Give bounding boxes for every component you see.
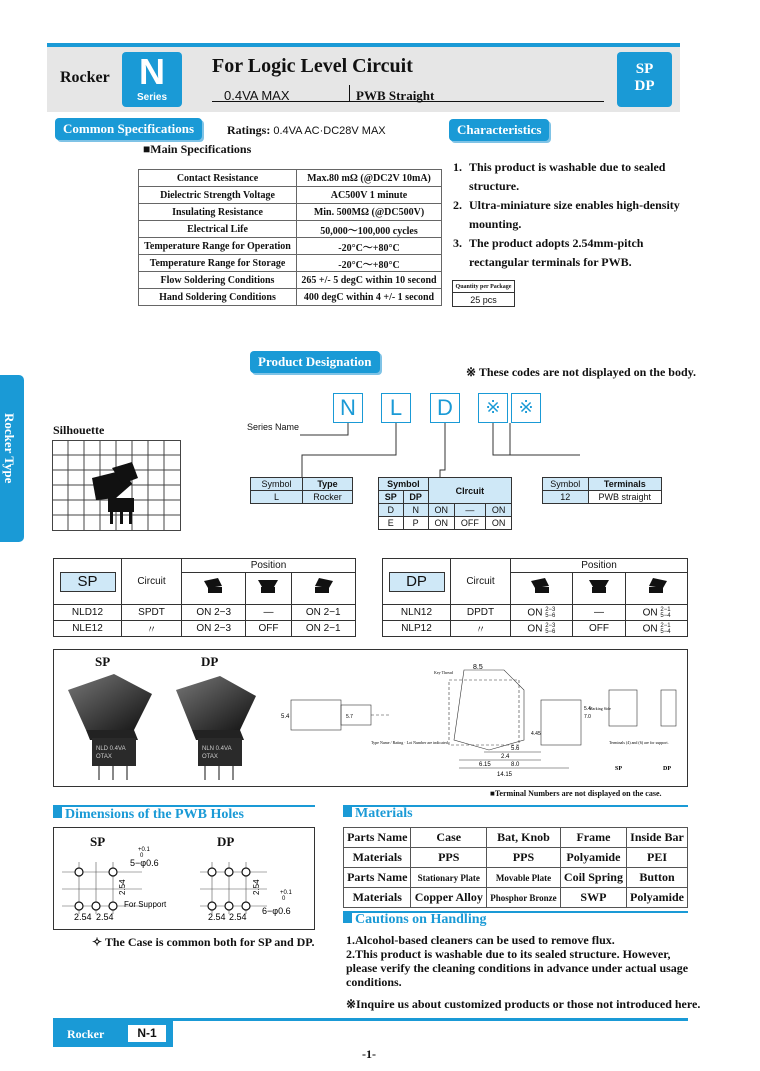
- table-row: NLE12 〃 ON 2−3 OFF ON 2−1: [54, 621, 356, 637]
- svg-text:+0.1: +0.1: [280, 890, 292, 896]
- code-l: L: [381, 393, 411, 423]
- svg-text:2.54: 2.54: [96, 912, 114, 922]
- product-photo-box: [53, 649, 688, 787]
- inquire-note: ※Inquire us about customized products or those not introduced here.: [346, 997, 701, 1011]
- rocker-right-icon: [291, 573, 355, 605]
- marking-side-sp: Marking Side: [589, 706, 611, 711]
- side-tab-label: Rocker Type: [2, 413, 17, 484]
- code-n: N: [333, 393, 363, 423]
- dp-circuit-head: Circuit: [451, 559, 511, 605]
- page-number: -1-: [362, 1047, 376, 1061]
- svg-text:2.54: 2.54: [252, 879, 261, 895]
- footer-tab: [53, 1021, 173, 1047]
- svg-text:5.6: 5.6: [511, 746, 520, 752]
- designation-note: ※ These codes are not displayed on the body.: [466, 365, 696, 379]
- header-spec-line: [212, 85, 604, 102]
- sp-hole-spec: 5−φ0.6: [130, 858, 159, 868]
- photo-sp-label: SP: [95, 654, 111, 669]
- sp-position-head: Position: [182, 559, 356, 573]
- footer-label: Rocker: [67, 1027, 105, 1041]
- svg-text:2.54: 2.54: [74, 912, 92, 922]
- svg-text:0: 0: [140, 853, 144, 859]
- materials-table: [343, 827, 688, 908]
- materials-row: Parts Name Case Bat, Knob Frame Inside Bar: [344, 828, 688, 848]
- table-row: NLN12 DPDT ON 2−3 5−6 — ON 2−1 5−4: [383, 605, 688, 621]
- svg-text:0: 0: [282, 896, 286, 902]
- ratings-label: Ratings:: [227, 123, 271, 137]
- ratings-value: 0.4VA AC·DC28V MAX: [273, 125, 386, 137]
- dp-hole-spec: 6−φ0.6: [262, 906, 291, 916]
- header-mount: PWB Straight: [356, 88, 435, 103]
- drawing-dp-label: DP: [663, 766, 671, 772]
- sp-body-text-1: NLD 0.4VA: [96, 746, 126, 752]
- header-title: For Logic Level Circuit: [212, 55, 413, 77]
- spec-row: Temperature Range for Operation -20°C～+80°C: [139, 238, 442, 255]
- main-specs-label: ■Main Specifications: [143, 142, 252, 156]
- svg-text:2.54: 2.54: [208, 912, 226, 922]
- rocker-left-icon: [182, 573, 246, 605]
- sp-position-table: [53, 558, 356, 637]
- svg-text:+0.1: +0.1: [138, 847, 150, 853]
- characteristic-item: 1. This product is washable due to sealed: [453, 160, 666, 174]
- side-tab: [0, 375, 24, 542]
- rocker-right-icon: [626, 573, 688, 605]
- materials-row: Materials Copper Alloy Phosphor Bronze SWP Polyamide: [344, 888, 688, 908]
- code-d: D: [430, 393, 460, 423]
- dimension-drawings: [279, 660, 679, 782]
- cautions-text: 1.Alcohol-based cleaners can be used to remove flux. 2.This product is washable due to its sealed structure. However, please verify the cleaning conditions in advance under actual usage conditions.: [346, 933, 689, 989]
- dp-body-text-1: NLN 0.4VA: [202, 746, 232, 752]
- spec-row: Electrical Life 50,000～100,000 cycles: [139, 221, 442, 238]
- svg-text:5.7: 5.7: [346, 714, 353, 720]
- terminal-footnote: ■Terminal Numbers are not displayed on the case.: [490, 789, 662, 798]
- cautions-title: Cautions on Handling: [343, 912, 487, 928]
- pole-dp: DP: [634, 78, 655, 94]
- holes-dp-label: DP: [217, 834, 235, 849]
- silhouette-grid: [52, 440, 182, 532]
- qty-label: Quantity per Package: [453, 281, 515, 293]
- characteristic-item: 3. The product adopts 2.54mm-pitch: [453, 236, 644, 250]
- series-word: Series: [136, 92, 168, 103]
- dp-tag: DP: [389, 572, 445, 592]
- qty-box: [452, 280, 515, 307]
- terminals-table: Symbol Terminals 12 PWB straight: [542, 477, 662, 504]
- spec-table: [138, 169, 442, 306]
- materials-title: Materials: [343, 806, 413, 822]
- holes-sp-label: SP: [90, 834, 106, 849]
- qty-value: 25 pcs: [453, 293, 515, 307]
- header-category: Rocker: [60, 69, 110, 86]
- code-terminal-1: ※: [478, 393, 508, 423]
- characteristic-item: 2. Ultra-miniature size enables high-density: [453, 198, 680, 212]
- terminal-support-note: Terminals (4) and (6) are for support.: [609, 740, 669, 745]
- dp-position-head: Position: [511, 559, 688, 573]
- series-name-label: Series Name: [247, 422, 300, 432]
- spec-row: Temperature Range for Storage -20°C～+80°C: [139, 255, 442, 272]
- holes-title: Dimensions of the PWB Holes: [53, 807, 244, 823]
- rocker-center-icon: [246, 573, 291, 605]
- pole-sp: SP: [635, 61, 654, 77]
- characteristics-label: Characteristics: [449, 119, 549, 141]
- series-letter: N: [139, 51, 165, 92]
- svg-text:2.54: 2.54: [229, 912, 247, 922]
- drawing-sp-label: SP: [615, 766, 623, 772]
- footer-page-code: N-1: [128, 1025, 166, 1042]
- table-row: NLD12 SPDT ON 2−3 — ON 2−1: [54, 605, 356, 621]
- svg-text:5.4: 5.4: [281, 714, 290, 720]
- type-table: Symbol Type L Rocker: [250, 477, 353, 504]
- svg-text:14.15: 14.15: [497, 772, 513, 778]
- circuit-table: Symbol CIrcuit SP DP D N ON — ON E P ON OFF ON: [378, 477, 512, 530]
- dp-body-text-2: OTAX: [202, 754, 218, 760]
- spec-row: Contact Resistance Max.80 mΩ (@DC2V 10mA): [139, 170, 442, 187]
- photo-dp-label: DP: [201, 654, 219, 669]
- svg-text:2.4: 2.4: [501, 754, 510, 760]
- spec-row: Dielectric Strength Voltage AC500V 1 minute: [139, 187, 442, 204]
- spec-row: Insulating Resistance Min. 500MΩ (@DC500V): [139, 204, 442, 221]
- svg-text:6.15: 6.15: [479, 762, 491, 768]
- switch-photos: [60, 668, 270, 786]
- svg-text:2.54: 2.54: [118, 879, 127, 895]
- svg-text:4.45: 4.45: [531, 731, 541, 737]
- svg-text:7.0: 7.0: [584, 714, 591, 720]
- spec-row: Hand Soldering Conditions 400 degC within 4 +/- 1 second: [139, 289, 442, 306]
- pole-badge: [617, 52, 672, 107]
- dp-position-table: [382, 558, 688, 637]
- rocker-left-icon: [511, 573, 573, 605]
- materials-row: Materials PPS PPS Polyamide PEI: [344, 848, 688, 868]
- sp-tag: SP: [60, 572, 116, 592]
- designation-label: Product Designation: [250, 351, 380, 373]
- spec-row: Flow Soldering Conditions 265 +/- 5 degC within 10 second: [139, 272, 442, 289]
- holes-box: [53, 827, 315, 930]
- sp-body-text-2: OTAX: [96, 754, 112, 760]
- table-row: NLP12 〃 ON 2−3 5−6 OFF ON 2−1 5−4: [383, 621, 688, 637]
- rocker-center-icon: [572, 573, 625, 605]
- type-name-note: Type Name / Rating · Lot Number are indicated.: [371, 740, 449, 745]
- svg-text:5.4: 5.4: [584, 706, 591, 712]
- characteristics-list: 1. This product is washable due to sealed structure. 2. Ultra-miniature size enables high-density mounting. 3. The product adopts 2.54mm-pitch rectangular terminals for PWB.: [453, 160, 680, 269]
- hole-drawings: [62, 842, 312, 928]
- svg-text:8.5: 8.5: [473, 664, 483, 671]
- for-support-label: For Support: [124, 900, 167, 909]
- series-badge: [122, 52, 182, 107]
- header-rating: 0.4VA MAX: [224, 88, 290, 103]
- ratings-line: [227, 123, 386, 138]
- svg-text:8.0: 8.0: [511, 762, 520, 768]
- code-terminal-2: ※: [511, 393, 541, 423]
- key-thread-label: Key Thread: [434, 670, 453, 675]
- materials-row: Parts Name Stationary Plate Movable Plate Coil Spring Button: [344, 868, 688, 888]
- sp-circuit-head: Circuit: [122, 559, 182, 605]
- silhouette-label: Silhouette: [53, 423, 105, 437]
- holes-note: ✧ The Case is common both for SP and DP.: [92, 935, 315, 949]
- common-specs-label: Common Specifications: [55, 118, 202, 140]
